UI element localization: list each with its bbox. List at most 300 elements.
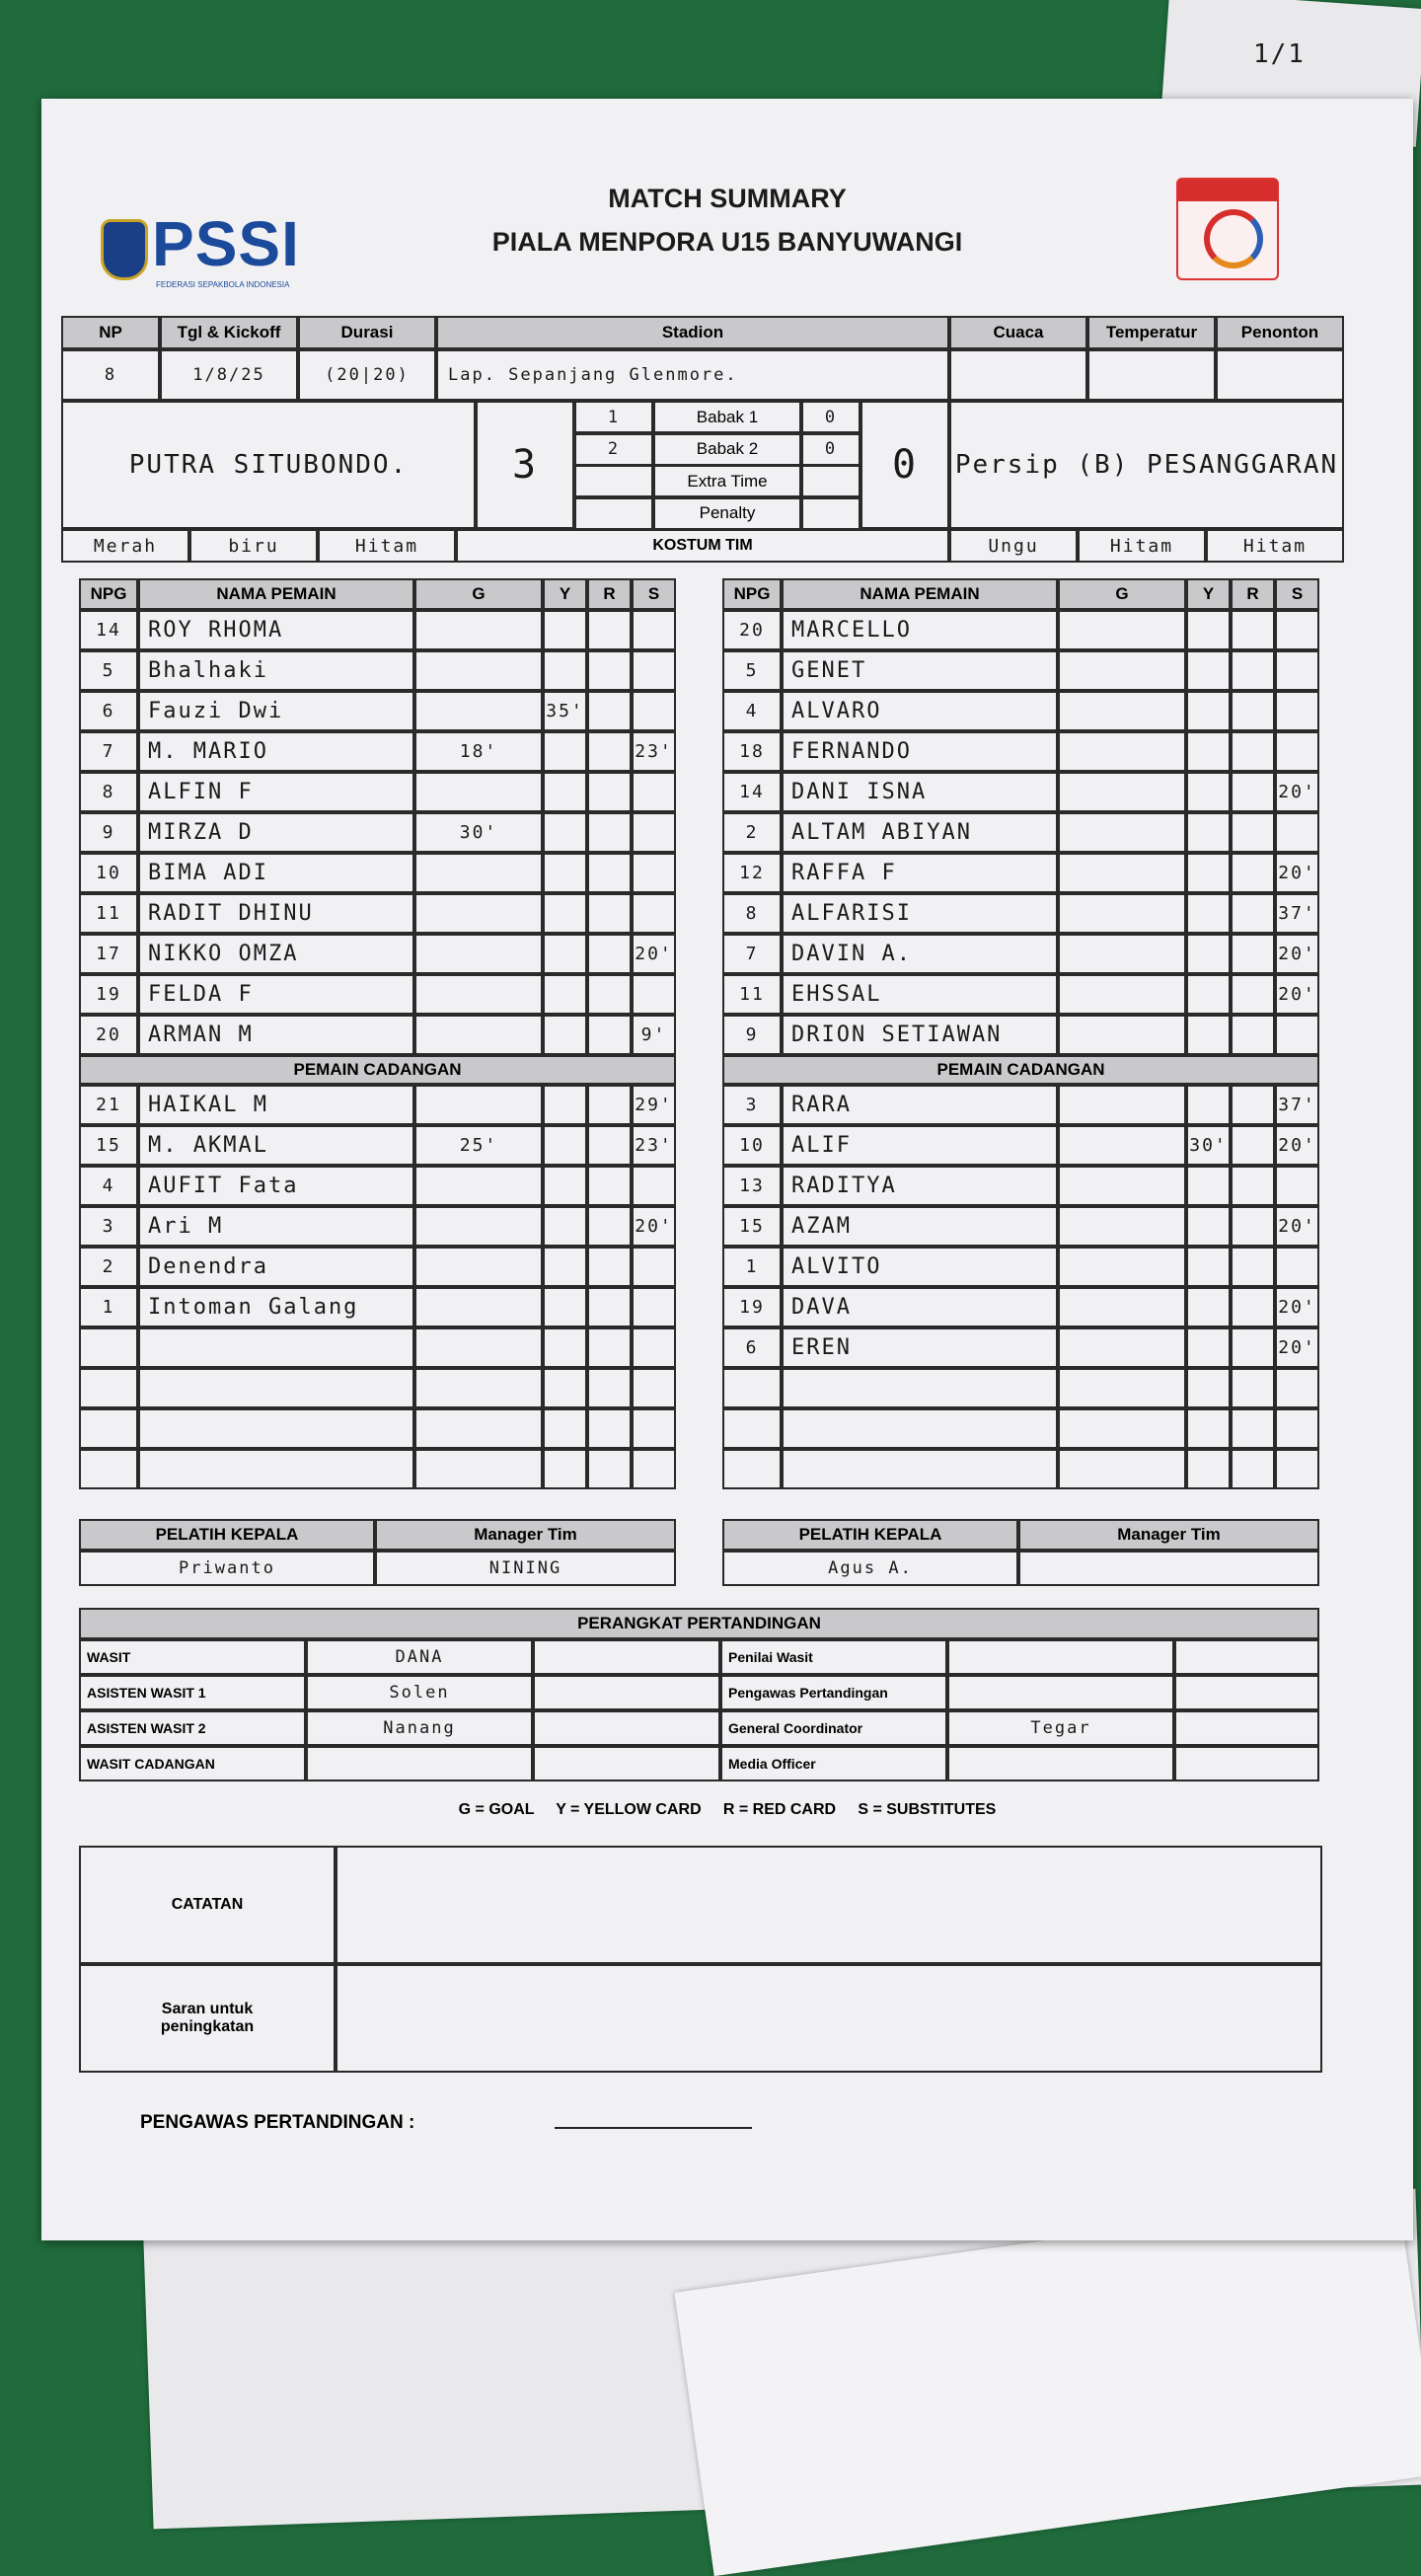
away-player-g: [1058, 812, 1186, 853]
official-label-right: Media Officer: [720, 1746, 947, 1781]
away-player-n: 12: [722, 853, 782, 893]
official-extra-right: [1174, 1746, 1319, 1781]
away-pelatih-value: Agus A.: [722, 1551, 1018, 1586]
home-player-r: [587, 691, 632, 731]
away-manager-label: Manager Tim: [1018, 1519, 1319, 1551]
home-sub-g: [414, 1206, 543, 1247]
away-sub-y: [1186, 1449, 1231, 1489]
home-sub-r: [587, 1408, 632, 1449]
away-header-y: Y: [1186, 578, 1231, 610]
away-sub-s: 20': [1275, 1125, 1319, 1166]
away-player-r: [1231, 893, 1275, 934]
home-sub-n: 2: [79, 1247, 138, 1287]
home-player-r: [587, 853, 632, 893]
away-sub-n: 10: [722, 1125, 782, 1166]
home-player-n: 19: [79, 974, 138, 1015]
home-sub-n: [79, 1408, 138, 1449]
home-sub-n: 3: [79, 1206, 138, 1247]
away-sub-n: [722, 1368, 782, 1408]
away-player-name: ALFARISI: [782, 893, 1058, 934]
home-sub-y: [543, 1085, 587, 1125]
official-extra-left: [533, 1639, 720, 1675]
home-sub-name: [138, 1327, 414, 1368]
kostum-away-0: Ungu: [949, 529, 1078, 563]
home-sub-r: [587, 1247, 632, 1287]
away-sub-y: [1186, 1327, 1231, 1368]
away-sub-s: 20': [1275, 1327, 1319, 1368]
kostum-home-2: Hitam: [318, 529, 456, 563]
away-player-g: [1058, 610, 1186, 650]
home-sub-name: HAIKAL M: [138, 1085, 414, 1125]
away-sub-g: [1058, 1408, 1186, 1449]
score-away-babak1: 0: [801, 401, 860, 433]
home-player-g: [414, 974, 543, 1015]
home-sub-name: Ari M: [138, 1206, 414, 1247]
home-player-name: MIRZA D: [138, 812, 414, 853]
away-player-n: 18: [722, 731, 782, 772]
home-player-r: [587, 934, 632, 974]
home-player-name: ROY RHOMA: [138, 610, 414, 650]
away-player-g: [1058, 650, 1186, 691]
home-sub-y: [543, 1368, 587, 1408]
away-player-r: [1231, 974, 1275, 1015]
home-player-s: [632, 812, 676, 853]
away-player-name: DANI ISNA: [782, 772, 1058, 812]
away-sub-n: [722, 1449, 782, 1489]
score-away-babak2: 0: [801, 433, 860, 466]
home-sub-r: [587, 1125, 632, 1166]
away-sub-name: [782, 1408, 1058, 1449]
away-player-r: [1231, 610, 1275, 650]
away-sub-r: [1231, 1327, 1275, 1368]
away-sub-g: [1058, 1166, 1186, 1206]
official-value-left: Solen: [306, 1675, 533, 1710]
away-player-name: ALTAM ABIYAN: [782, 812, 1058, 853]
home-player-n: 17: [79, 934, 138, 974]
home-player-g: [414, 772, 543, 812]
catatan-label: CATATAN: [79, 1846, 336, 1964]
home-player-y: [543, 650, 587, 691]
home-player-n: 10: [79, 853, 138, 893]
home-sub-n: [79, 1449, 138, 1489]
away-player-r: [1231, 691, 1275, 731]
legend-text: G = GOAL Y = YELLOW CARD R = RED CARD S = SUBSTITUTES: [458, 1801, 997, 1818]
home-player-name: ARMAN M: [138, 1015, 414, 1055]
score-label-babak2: Babak 2: [653, 433, 801, 466]
penonton-value: [1216, 349, 1344, 401]
home-sub-y: [543, 1449, 587, 1489]
home-sub-y: [543, 1125, 587, 1166]
score-away-penalty: [801, 497, 860, 530]
home-player-g: 30': [414, 812, 543, 853]
away-header-npg: NPG: [722, 578, 782, 610]
away-player-g: [1058, 853, 1186, 893]
np-value: 8: [61, 349, 160, 401]
home-player-r: [587, 1015, 632, 1055]
away-sub-name: RARA: [782, 1085, 1058, 1125]
away-player-r: [1231, 1015, 1275, 1055]
official-value-right: [947, 1746, 1174, 1781]
kostum-home-0: Merah: [61, 529, 189, 563]
away-player-name: DAVIN A.: [782, 934, 1058, 974]
home-player-s: [632, 610, 676, 650]
away-player-y: [1186, 893, 1231, 934]
home-sub-y: [543, 1327, 587, 1368]
home-sub-r: [587, 1166, 632, 1206]
away-sub-s: [1275, 1449, 1319, 1489]
away-header-nama: NAMA PEMAIN: [782, 578, 1058, 610]
away-header-g: G: [1058, 578, 1186, 610]
official-extra-right: [1174, 1675, 1319, 1710]
home-player-g: [414, 650, 543, 691]
away-player-y: [1186, 1015, 1231, 1055]
away-player-s: [1275, 731, 1319, 772]
home-manager-label: Manager Tim: [375, 1519, 676, 1551]
home-player-n: 5: [79, 650, 138, 691]
home-sub-r: [587, 1327, 632, 1368]
home-player-s: [632, 691, 676, 731]
home-sub-n: 4: [79, 1166, 138, 1206]
away-sub-r: [1231, 1125, 1275, 1166]
home-sub-g: [414, 1287, 543, 1327]
home-sub-name: AUFIT Fata: [138, 1166, 414, 1206]
away-player-s: [1275, 610, 1319, 650]
home-player-n: 9: [79, 812, 138, 853]
official-value-left: DANA: [306, 1639, 533, 1675]
away-player-g: [1058, 934, 1186, 974]
official-label-right: Penilai Wasit: [720, 1639, 947, 1675]
home-sub-s: [632, 1166, 676, 1206]
away-player-name: DRION SETIAWAN: [782, 1015, 1058, 1055]
away-player-y: [1186, 853, 1231, 893]
away-player-name: RAFFA F: [782, 853, 1058, 893]
home-player-r: [587, 772, 632, 812]
sheet-title: MATCH SUMMARY: [608, 184, 847, 213]
home-sub-y: [543, 1287, 587, 1327]
cuaca-value: [949, 349, 1087, 401]
durasi-label: Durasi: [298, 316, 436, 349]
home-player-y: [543, 893, 587, 934]
official-label-left: ASISTEN WASIT 2: [79, 1710, 306, 1746]
score-home-penalty: [574, 497, 653, 530]
home-sub-name: [138, 1408, 414, 1449]
temperatur-value: [1087, 349, 1216, 401]
home-player-s: [632, 974, 676, 1015]
away-player-name: MARCELLO: [782, 610, 1058, 650]
home-player-n: 11: [79, 893, 138, 934]
away-sub-g: [1058, 1125, 1186, 1166]
away-player-s: 20': [1275, 934, 1319, 974]
away-sub-name: EREN: [782, 1327, 1058, 1368]
away-sub-y: [1186, 1206, 1231, 1247]
home-sub-g: [414, 1247, 543, 1287]
official-value-right: [947, 1675, 1174, 1710]
home-sub-g: [414, 1368, 543, 1408]
away-player-g: [1058, 974, 1186, 1015]
catatan-field: [336, 1846, 1322, 1964]
official-extra-left: [533, 1710, 720, 1746]
away-sub-g: [1058, 1287, 1186, 1327]
away-sub-g: [1058, 1327, 1186, 1368]
away-player-y: [1186, 650, 1231, 691]
away-sub-y: [1186, 1287, 1231, 1327]
home-sub-name: [138, 1449, 414, 1489]
home-sub-g: [414, 1327, 543, 1368]
away-player-s: 20': [1275, 853, 1319, 893]
np-label: NP: [61, 316, 160, 349]
home-player-g: [414, 1015, 543, 1055]
saran-field: [336, 1964, 1322, 2073]
away-subs-label: PEMAIN CADANGAN: [722, 1055, 1319, 1085]
home-header-s: S: [632, 578, 676, 610]
score-label-babak1: Babak 1: [653, 401, 801, 433]
away-player-g: [1058, 893, 1186, 934]
away-player-name: EHSSAL: [782, 974, 1058, 1015]
logo-tagline: FEDERASI SEPAKBOLA INDONESIA: [156, 280, 290, 289]
away-sub-g: [1058, 1368, 1186, 1408]
away-player-n: 11: [722, 974, 782, 1015]
home-sub-s: 29': [632, 1085, 676, 1125]
away-player-s: [1275, 691, 1319, 731]
home-header-npg: NPG: [79, 578, 138, 610]
away-sub-y: [1186, 1166, 1231, 1206]
logo-text: PSSI: [152, 208, 300, 279]
home-player-n: 6: [79, 691, 138, 731]
tgl-label: Tgl & Kickoff: [160, 316, 298, 349]
home-pelatih-value: Priwanto: [79, 1551, 375, 1586]
home-player-r: [587, 893, 632, 934]
home-player-name: NIKKO OMZA: [138, 934, 414, 974]
home-sub-n: 1: [79, 1287, 138, 1327]
home-player-s: 20': [632, 934, 676, 974]
home-player-s: 9': [632, 1015, 676, 1055]
away-player-y: [1186, 610, 1231, 650]
away-sub-y: [1186, 1368, 1231, 1408]
official-extra-right: [1174, 1639, 1319, 1675]
away-sub-name: ALVITO: [782, 1247, 1058, 1287]
home-player-y: [543, 853, 587, 893]
home-sub-s: [632, 1449, 676, 1489]
away-sub-y: [1186, 1247, 1231, 1287]
away-player-n: 5: [722, 650, 782, 691]
home-sub-n: 15: [79, 1125, 138, 1166]
away-sub-s: 37': [1275, 1085, 1319, 1125]
away-player-r: [1231, 812, 1275, 853]
home-sub-r: [587, 1085, 632, 1125]
home-player-y: [543, 1015, 587, 1055]
stadion-value: Lap. Sepanjang Glenmore.: [436, 349, 949, 401]
score-home-babak1: 1: [574, 401, 653, 433]
home-player-n: 7: [79, 731, 138, 772]
home-sub-y: [543, 1408, 587, 1449]
home-manager-value: NINING: [375, 1551, 676, 1586]
home-player-r: [587, 610, 632, 650]
home-sub-g: [414, 1166, 543, 1206]
home-sub-y: [543, 1206, 587, 1247]
away-player-g: [1058, 731, 1186, 772]
away-sub-r: [1231, 1368, 1275, 1408]
home-player-y: [543, 610, 587, 650]
home-sub-s: 20': [632, 1206, 676, 1247]
home-player-name: ALFIN F: [138, 772, 414, 812]
home-player-y: [543, 974, 587, 1015]
home-sub-s: [632, 1327, 676, 1368]
home-player-name: M. MARIO: [138, 731, 414, 772]
home-sub-y: [543, 1247, 587, 1287]
kostum-label: KOSTUM TIM: [456, 529, 949, 563]
official-label-right: General Coordinator: [720, 1710, 947, 1746]
home-player-s: [632, 650, 676, 691]
sheet-subtitle: PIALA MENPORA U15 BANYUWANGI: [491, 227, 963, 257]
away-sub-r: [1231, 1085, 1275, 1125]
score-away-extra: [801, 465, 860, 497]
home-player-s: [632, 772, 676, 812]
away-sub-s: 20': [1275, 1287, 1319, 1327]
home-sub-r: [587, 1368, 632, 1408]
away-player-y: [1186, 772, 1231, 812]
away-sub-name: [782, 1368, 1058, 1408]
away-sub-name: [782, 1449, 1058, 1489]
home-player-name: FELDA F: [138, 974, 414, 1015]
away-player-n: 4: [722, 691, 782, 731]
durasi-value: (20|20): [298, 349, 436, 401]
away-player-n: 8: [722, 893, 782, 934]
away-sub-r: [1231, 1287, 1275, 1327]
home-player-g: [414, 691, 543, 731]
away-player-s: [1275, 1015, 1319, 1055]
away-player-g: [1058, 772, 1186, 812]
temperatur-label: Temperatur: [1087, 316, 1216, 349]
home-sub-name: Denendra: [138, 1247, 414, 1287]
home-header-nama: NAMA PEMAIN: [138, 578, 414, 610]
pengawas-signature-line: [555, 2127, 752, 2129]
home-sub-name: Intoman Galang: [138, 1287, 414, 1327]
away-pelatih-label: PELATIH KEPALA: [722, 1519, 1018, 1551]
away-player-y: [1186, 934, 1231, 974]
home-header-r: R: [587, 578, 632, 610]
match-summary-sheet: [41, 99, 1413, 2240]
away-player-n: 20: [722, 610, 782, 650]
score-home-extra: [574, 465, 653, 497]
away-player-n: 7: [722, 934, 782, 974]
official-label-left: WASIT: [79, 1639, 306, 1675]
home-sub-name: M. AKMAL: [138, 1125, 414, 1166]
away-sub-y: [1186, 1408, 1231, 1449]
official-extra-left: [533, 1675, 720, 1710]
home-sub-s: [632, 1408, 676, 1449]
kostum-away-1: Hitam: [1078, 529, 1206, 563]
away-player-s: 37': [1275, 893, 1319, 934]
home-sub-name: [138, 1368, 414, 1408]
corner-mark: 1/1: [1253, 39, 1306, 69]
home-sub-n: 21: [79, 1085, 138, 1125]
home-sub-n: [79, 1327, 138, 1368]
away-player-g: [1058, 691, 1186, 731]
away-player-r: [1231, 934, 1275, 974]
home-player-n: 14: [79, 610, 138, 650]
away-sub-n: [722, 1408, 782, 1449]
score-home-babak2: 2: [574, 433, 653, 466]
away-sub-n: 1: [722, 1247, 782, 1287]
away-sub-r: [1231, 1206, 1275, 1247]
official-label-right: Pengawas Pertandingan: [720, 1675, 947, 1710]
official-label-left: ASISTEN WASIT 1: [79, 1675, 306, 1710]
home-player-r: [587, 650, 632, 691]
away-sub-r: [1231, 1166, 1275, 1206]
away-player-n: 2: [722, 812, 782, 853]
away-header-s: S: [1275, 578, 1319, 610]
away-player-name: ALVARO: [782, 691, 1058, 731]
away-player-s: 20': [1275, 974, 1319, 1015]
saran-label: Saran untuk peningkatan: [79, 1964, 336, 2073]
home-player-g: 18': [414, 731, 543, 772]
official-value-right: Tegar: [947, 1710, 1174, 1746]
home-sub-g: [414, 1408, 543, 1449]
away-player-r: [1231, 731, 1275, 772]
form-body: [41, 99, 1413, 2240]
away-player-r: [1231, 772, 1275, 812]
away-player-y: [1186, 731, 1231, 772]
home-pelatih-label: PELATIH KEPALA: [79, 1519, 375, 1551]
away-sub-g: [1058, 1247, 1186, 1287]
home-player-g: [414, 934, 543, 974]
home-sub-r: [587, 1206, 632, 1247]
home-sub-s: 23': [632, 1125, 676, 1166]
away-sub-g: [1058, 1085, 1186, 1125]
home-sub-g: [414, 1449, 543, 1489]
home-player-y: [543, 731, 587, 772]
official-label-left: WASIT CADANGAN: [79, 1746, 306, 1781]
pengawas-label: PENGAWAS PERTANDINGAN :: [140, 2112, 415, 2133]
away-sub-g: [1058, 1206, 1186, 1247]
official-value-left: Nanang: [306, 1710, 533, 1746]
home-player-s: 23': [632, 731, 676, 772]
away-sub-y: [1186, 1085, 1231, 1125]
away-sub-s: [1275, 1247, 1319, 1287]
home-sub-r: [587, 1449, 632, 1489]
away-player-r: [1231, 853, 1275, 893]
home-sub-g: 25': [414, 1125, 543, 1166]
home-subs-label: PEMAIN CADANGAN: [79, 1055, 676, 1085]
home-sub-s: [632, 1287, 676, 1327]
home-sub-s: [632, 1247, 676, 1287]
home-player-name: Fauzi Dwi: [138, 691, 414, 731]
away-sub-g: [1058, 1449, 1186, 1489]
away-sub-n: 3: [722, 1085, 782, 1125]
away-sub-s: 20': [1275, 1206, 1319, 1247]
official-extra-right: [1174, 1710, 1319, 1746]
home-header-y: Y: [543, 578, 587, 610]
official-extra-left: [533, 1746, 720, 1781]
away-player-n: 14: [722, 772, 782, 812]
away-header-r: R: [1231, 578, 1275, 610]
home-player-n: 20: [79, 1015, 138, 1055]
home-goals: 3: [476, 401, 574, 529]
home-player-n: 8: [79, 772, 138, 812]
home-player-r: [587, 731, 632, 772]
home-player-y: [543, 772, 587, 812]
score-label-penalty: Penalty: [653, 497, 801, 530]
away-sub-s: [1275, 1408, 1319, 1449]
away-player-y: [1186, 974, 1231, 1015]
home-player-y: 35': [543, 691, 587, 731]
away-sub-r: [1231, 1449, 1275, 1489]
home-team-name: PUTRA SITUBONDO.: [61, 401, 476, 529]
home-sub-y: [543, 1166, 587, 1206]
away-player-y: [1186, 812, 1231, 853]
away-sub-name: DAVA: [782, 1287, 1058, 1327]
away-team-name: Persip (B) PESANGGARAN: [949, 401, 1344, 529]
